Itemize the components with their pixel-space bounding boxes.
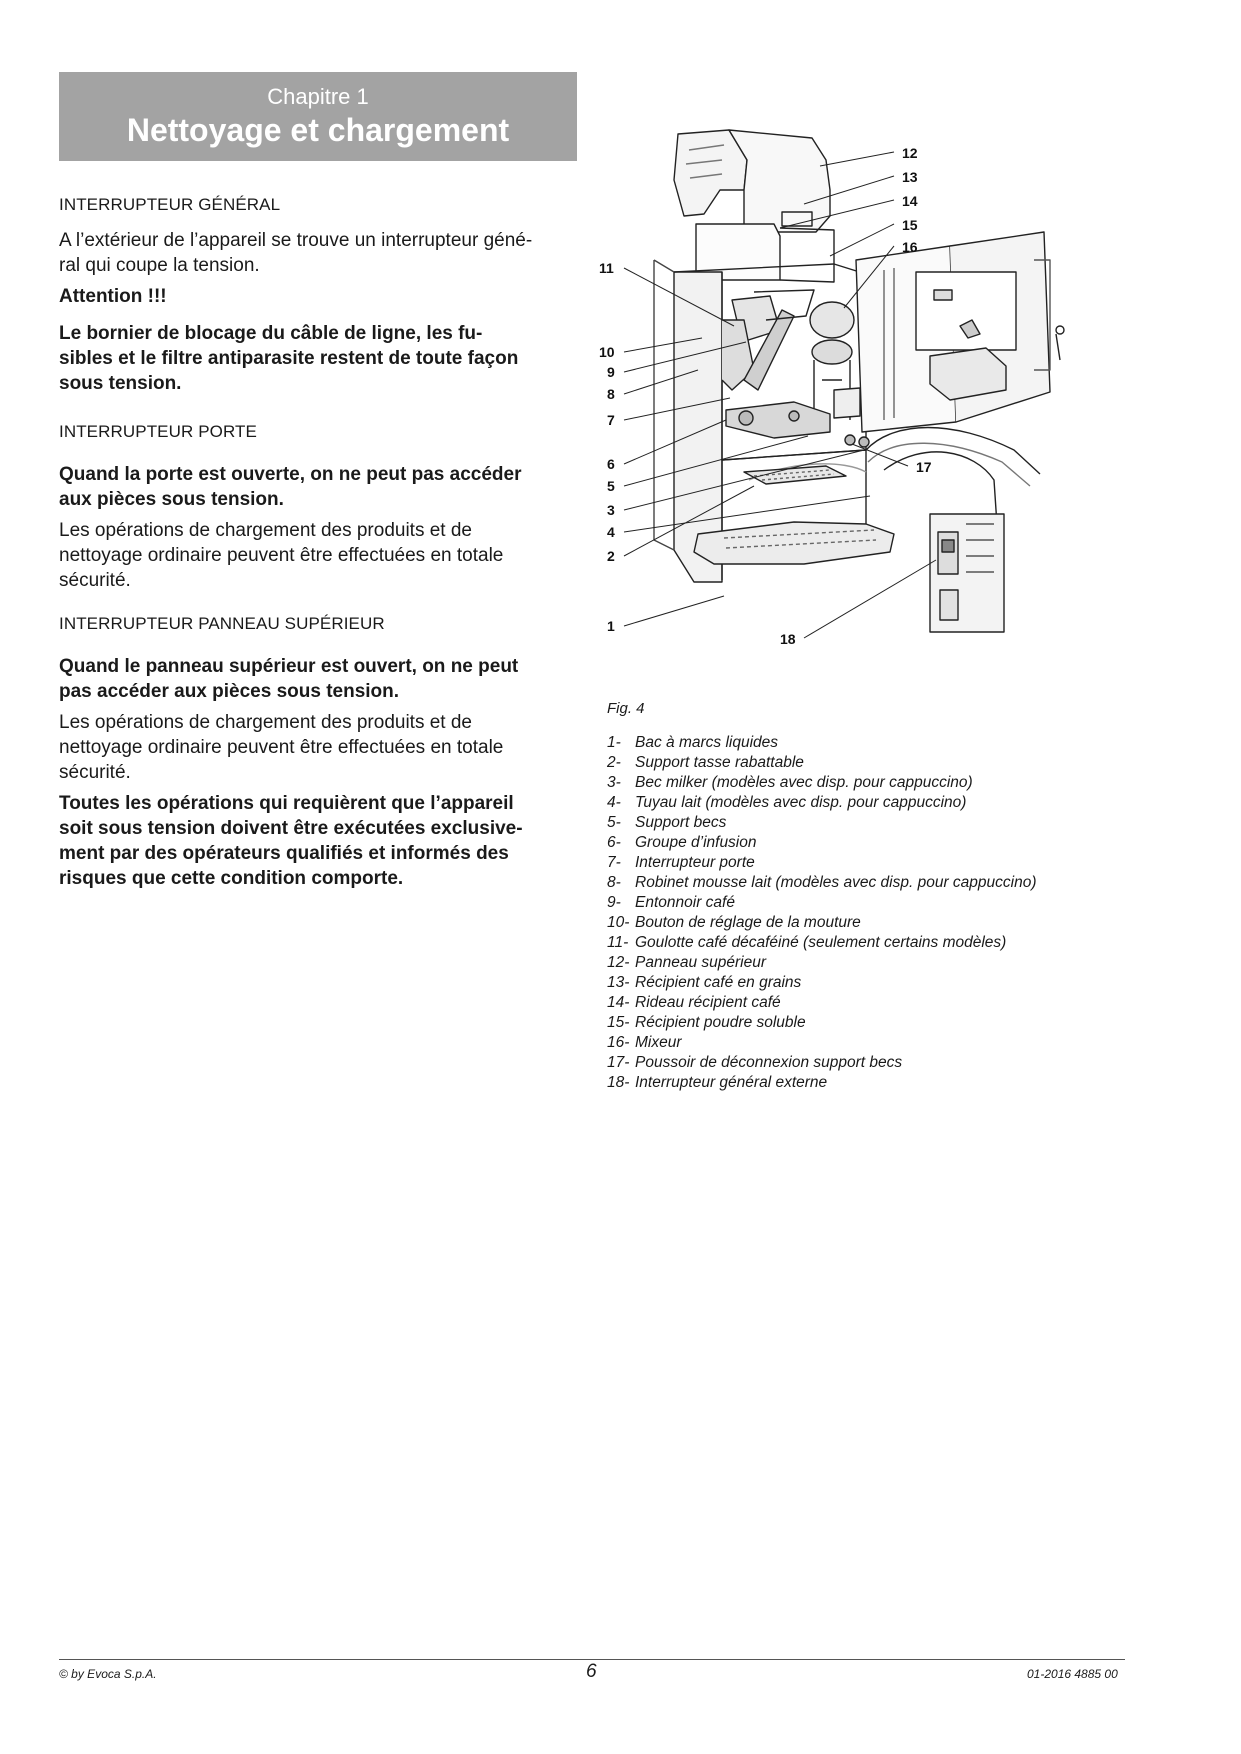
legend-item — [607, 993, 1127, 1013]
legend-item-text: Bouton de réglage de la mouture — [635, 914, 861, 931]
powder-container — [780, 228, 834, 282]
page-number: 6 — [586, 1661, 597, 1682]
legend-item-number: 14- — [607, 994, 630, 1011]
legend-item-text: Panneau supérieur — [635, 954, 766, 971]
legend-item — [607, 1013, 1127, 1033]
general-warning-line: sibles et le filtre antiparasite restent de toute façon — [59, 348, 519, 369]
top-panel-text-line: nettoyage ordinaire peuvent être effectuées en totale — [59, 737, 504, 758]
drip-tray — [694, 522, 894, 564]
legend-item-number: 8- — [607, 874, 621, 891]
legend-item — [607, 1033, 1127, 1053]
callout-10: 10 — [599, 344, 615, 360]
callout-8: 8 — [607, 386, 615, 402]
legend-item — [607, 1053, 1127, 1073]
callout-4: 4 — [607, 524, 615, 540]
legend-item-number: 4- — [607, 794, 621, 811]
legend-item-number: 12- — [607, 954, 630, 971]
legend-item — [607, 973, 1127, 993]
door-switch-text-line: Les opérations de chargement des produits et de — [59, 520, 472, 541]
callout-7: 7 — [607, 412, 615, 428]
final-warning-line: Toutes les opérations qui requièrent que l’appareil — [59, 793, 514, 814]
general-switch-text-line: ral qui coupe la tension. — [59, 255, 260, 276]
callout-3: 3 — [607, 502, 615, 518]
legend-item-text: Poussoir de déconnexion support becs — [635, 1054, 903, 1071]
final-warning-line: soit sous tension doivent être exécutées exclusive- — [59, 818, 523, 839]
legend-item-text: Récipient café en grains — [635, 974, 802, 991]
legend-item-text: Support tasse rabattable — [635, 754, 804, 771]
callout-18: 18 — [780, 631, 796, 647]
legend-item — [607, 793, 1127, 813]
footer-divider — [59, 1659, 1125, 1660]
final-warning-line: ment par des opérateurs qualifiés et informés des — [59, 843, 509, 864]
legend-item-number: 16- — [607, 1034, 630, 1051]
legend-item-text: Récipient poudre soluble — [635, 1014, 806, 1031]
legend-item-text: Mixeur — [635, 1034, 682, 1051]
legend-item — [607, 833, 1127, 853]
section-heading-door-switch: INTERRUPTEUR PORTE — [59, 422, 257, 441]
callout-15: 15 — [902, 217, 918, 233]
callout-2: 2 — [607, 548, 615, 564]
footer-copyright: © by Evoca S.p.A. — [59, 1667, 157, 1681]
document-code: 01-2016 4885 00 — [1027, 1667, 1118, 1681]
figure-caption: Fig. 4 — [607, 700, 645, 717]
legend-item-text: Bac à marcs liquides — [635, 734, 779, 751]
legend-item — [607, 773, 1127, 793]
legend-item — [607, 733, 1127, 753]
legend-item — [607, 753, 1127, 773]
callout-9: 9 — [607, 364, 615, 380]
legend-item-number: 6- — [607, 834, 621, 851]
callout-12: 12 — [902, 145, 918, 161]
legend-item — [607, 933, 1127, 953]
legend-item-number: 10- — [607, 914, 630, 931]
legend-item-text: Rideau récipient café — [635, 994, 781, 1011]
general-switch-text-line: A l’extérieur de l’appareil se trouve un interrupteur géné- — [59, 230, 533, 251]
attention-label: Attention !!! — [59, 286, 167, 307]
legend-item-text: Bec milker (modèles avec disp. pour cappuccino) — [635, 774, 973, 791]
callout-6: 6 — [607, 456, 615, 472]
legend-item-text: Robinet mousse lait (modèles avec disp. pour cappuccino) — [635, 874, 1037, 891]
legend-item — [607, 873, 1127, 893]
section-heading-top-panel-switch: INTERRUPTEUR PANNEAU SUPÉRIEUR — [59, 614, 385, 633]
legend-item — [607, 813, 1127, 833]
legend-item-text: Groupe d’infusion — [635, 834, 757, 851]
legend-item-text: Goulotte café décaféiné (seulement certains modèles) — [635, 934, 1007, 951]
legend-item-text: Interrupteur général externe — [635, 1074, 828, 1091]
callout-leader-17 — [852, 444, 908, 466]
legend-item-number: 1- — [607, 734, 621, 751]
legend-item — [607, 1073, 1127, 1093]
top-panel-bold-line: Quand le panneau supérieur est ouvert, on ne peut — [59, 656, 519, 677]
callout-leader-12 — [820, 152, 894, 166]
legend-item-number: 13- — [607, 974, 630, 991]
mixer-bowl — [810, 302, 854, 338]
legend-item-number: 2- — [607, 754, 621, 771]
callout-17: 17 — [916, 459, 932, 475]
legend-item-number: 7- — [607, 854, 621, 871]
callout-1: 1 — [607, 618, 615, 634]
callout-leader-1 — [624, 596, 724, 626]
callout-leader-18 — [804, 560, 936, 638]
legend-item-number: 3- — [607, 774, 621, 791]
general-warning-line: sous tension. — [59, 373, 182, 394]
legend-item-number: 18- — [607, 1074, 630, 1091]
main-switch — [938, 532, 958, 574]
chapter-number: Chapitre 1 — [267, 84, 369, 109]
callout-11: 11 — [599, 260, 614, 276]
legend-item — [607, 953, 1127, 973]
chapter-header — [59, 72, 577, 161]
callout-5: 5 — [607, 478, 615, 494]
milk-hose — [866, 428, 1040, 475]
cup-support — [744, 466, 846, 484]
legend-item-text: Interrupteur porte — [635, 854, 755, 871]
machine-diagram-svg — [594, 120, 1084, 660]
legend-item-text: Support becs — [635, 814, 727, 831]
top-panel-text-line: Les opérations de chargement des produits et de — [59, 712, 472, 733]
callout-13: 13 — [902, 169, 918, 185]
legend-item-number: 15- — [607, 1014, 630, 1031]
callout-16: 16 — [902, 239, 918, 255]
legend-item — [607, 893, 1127, 913]
callout-leader-15 — [830, 224, 894, 256]
door-inner-panel — [916, 272, 1016, 350]
top-panel-bold-line: pas accéder aux pièces sous tension. — [59, 681, 400, 702]
machine-diagram — [594, 120, 1084, 660]
door-switch-text-line: sécurité. — [59, 570, 131, 591]
chapter-title: Nettoyage et chargement — [126, 112, 510, 148]
door-switch-bold-line: aux pièces sous tension. — [59, 489, 284, 510]
legend-item-text: Tuyau lait (modèles avec disp. pour cappuccino) — [635, 794, 967, 811]
legend-item-number: 9- — [607, 894, 621, 911]
general-warning-line: Le bornier de blocage du câble de ligne, les fu- — [59, 323, 483, 344]
top-panel-text-line: sécurité. — [59, 762, 131, 783]
door-switch-text-line: nettoyage ordinaire peuvent être effectuées en totale — [59, 545, 504, 566]
legend-item-number: 11- — [607, 934, 629, 951]
callout-14: 14 — [902, 193, 918, 209]
door-switch-bold-line: Quand la porte est ouverte, on ne peut pas accéder — [59, 464, 522, 485]
legend-item — [607, 913, 1127, 933]
section-heading-general-switch: INTERRUPTEUR GÉNÉRAL — [59, 195, 281, 214]
legend-item-number: 5- — [607, 814, 621, 831]
final-warning-line: risques que cette condition comporte. — [59, 868, 404, 889]
legend-item — [607, 853, 1127, 873]
figure-legend — [607, 733, 1127, 1093]
legend-item-text: Entonnoir café — [635, 894, 735, 911]
legend-item-number: 17- — [607, 1054, 630, 1071]
